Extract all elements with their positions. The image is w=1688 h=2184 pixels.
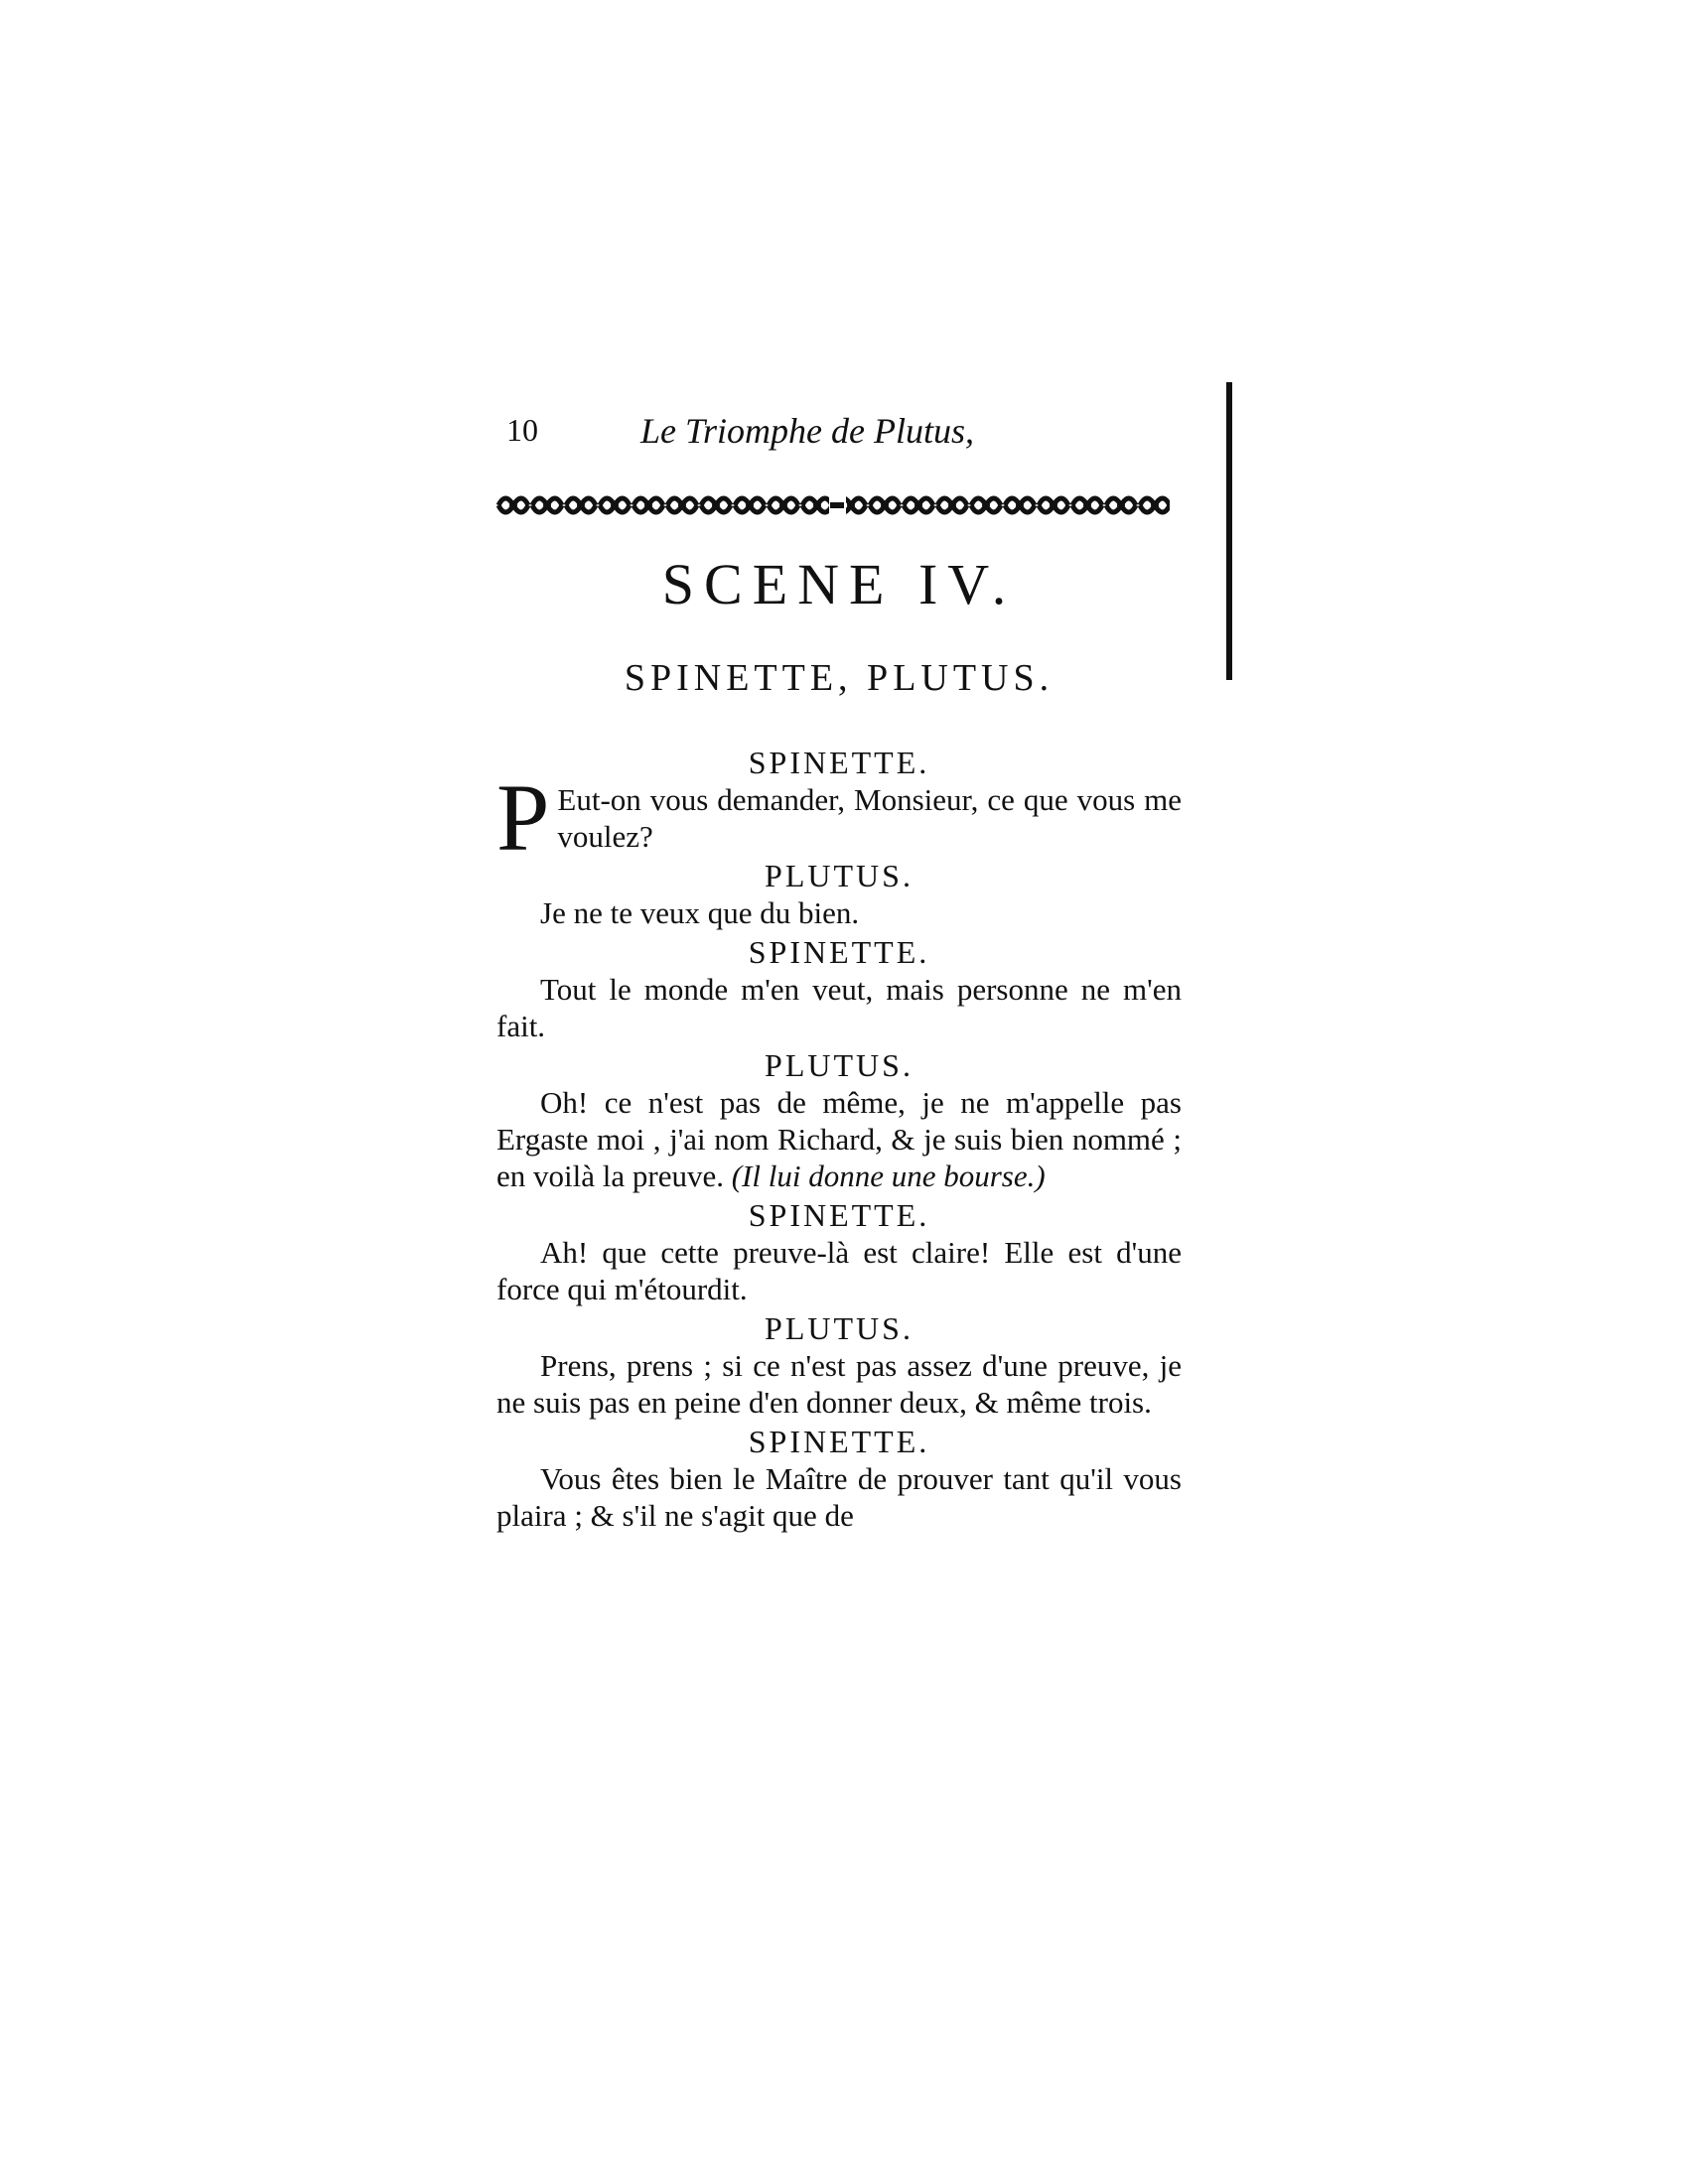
speech-text: Tout le monde m'en veut, mais personne ne m'en fait. bbox=[496, 971, 1182, 1043]
speaker-name: SPINETTE. bbox=[748, 744, 930, 780]
page-edge-line bbox=[1226, 382, 1232, 680]
speech-text bbox=[496, 763, 1182, 871]
drop-cap: P bbox=[496, 763, 550, 871]
speaker-name: PLUTUS. bbox=[765, 1309, 914, 1346]
dialogue bbox=[496, 744, 1182, 1534]
stage-direction: (Il lui donne une bourse.) bbox=[731, 1158, 1046, 1193]
speaker-name: PLUTUS. bbox=[765, 1046, 914, 1083]
speech-text: Ah! que cette preuve-là est claire! Elle est d'une force qui m'étourdit. bbox=[496, 1234, 1182, 1306]
scene-title: SCENE IV. bbox=[661, 552, 1017, 616]
ornament-band bbox=[496, 485, 1182, 525]
speech-text: Vous êtes bien le Maître de prouver tant qu'il vous plaira ; & s'il ne s'agit que de bbox=[496, 1460, 1182, 1533]
speaker-name: SPINETTE. bbox=[748, 1423, 930, 1459]
speaker-name: SPINETTE. bbox=[748, 933, 930, 970]
speech-text: Prens, prens ; si ce n'est pas assez d'une preuve, je ne suis pas en peine d'en donner deux, & même trois. bbox=[496, 1347, 1182, 1420]
scene-characters: SPINETTE, PLUTUS. bbox=[624, 656, 1055, 699]
speaker-name: SPINETTE. bbox=[748, 1196, 930, 1233]
running-head bbox=[496, 402, 1182, 462]
speech-text: Je ne te veux que du bien. bbox=[540, 894, 860, 930]
speech-body: Oh! ce n'est pas de même, je ne m'appelle pas Ergaste moi , j'ai nom Richard, & je suis bien nommé ; en voilà la preuve. bbox=[496, 1084, 1182, 1193]
page-number: 10 bbox=[506, 412, 538, 448]
speaker-name: PLUTUS. bbox=[765, 857, 914, 893]
running-title: Le Triomphe de Plutus, bbox=[640, 411, 975, 451]
speech-text bbox=[496, 1084, 1182, 1194]
speech-body: Eut-on vous demander, Monsieur, ce que vous me voulez? bbox=[557, 781, 1182, 854]
ornament-icon bbox=[496, 485, 1172, 525]
book-page bbox=[496, 402, 1182, 1534]
